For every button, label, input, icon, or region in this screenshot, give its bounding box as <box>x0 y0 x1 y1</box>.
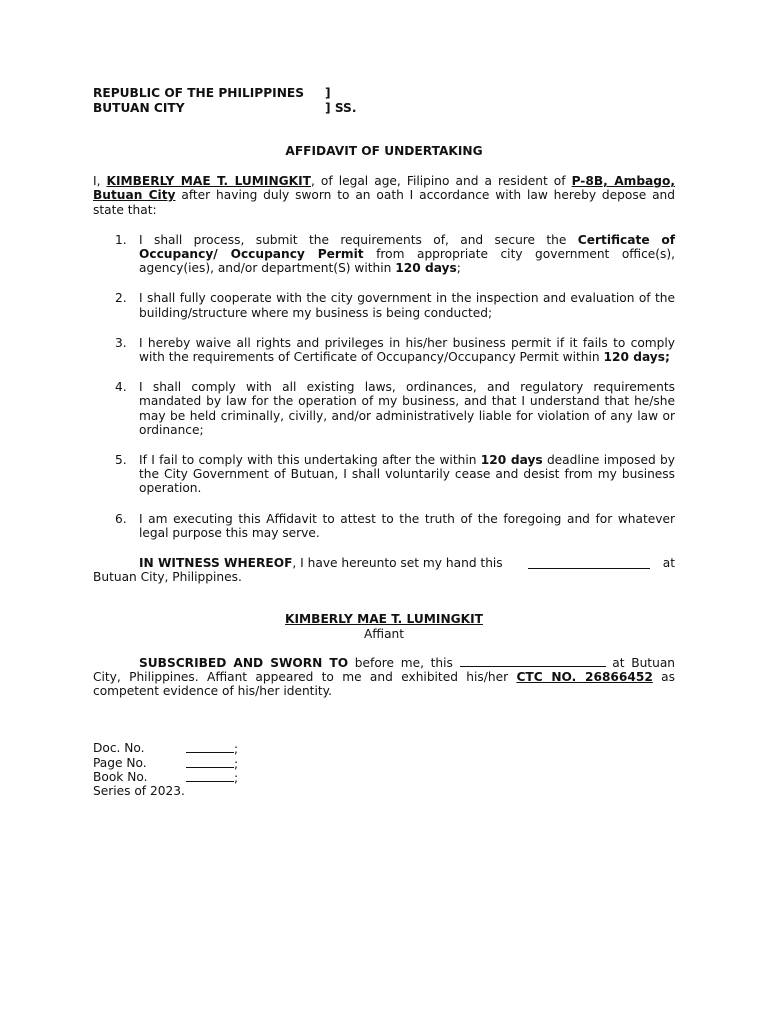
item-number: 4. <box>115 380 127 395</box>
venue-city: BUTUAN CITY <box>93 101 185 115</box>
affiant-name-signature: KIMBERLY MAE T. LUMINGKIT <box>285 612 483 627</box>
jurat-paragraph <box>93 655 675 699</box>
notarial-register-block <box>93 741 675 798</box>
list-item <box>93 233 675 276</box>
item-text: I shall comply with all existing laws, ordinances, and regulatory requirements mandated by law for the operation of my business, and that I understand that he/she may be held criminally, civilly, and/or administratively liable for violation of any law or ordinance; <box>139 380 675 437</box>
list-item <box>93 336 675 364</box>
book-no-blank-line[interactable] <box>186 770 234 782</box>
venue-bracket-ss: ] SS. <box>325 101 357 115</box>
page-no-semicolon: ; <box>234 756 239 771</box>
intro-suffix: after having duly sworn to an oath I accordance with law hereby depose and state that: <box>93 188 675 217</box>
intro-prefix: I, <box>93 174 107 189</box>
item-text: I shall process, submit the requirements of, and secure the <box>139 232 578 247</box>
item-bold-text: 120 days <box>395 261 457 276</box>
date-blank-line[interactable] <box>528 557 650 569</box>
item-number: 3. <box>115 335 127 350</box>
item-number: 5. <box>115 453 127 468</box>
witness-at: at <box>662 556 675 571</box>
doc-no-row <box>93 741 675 755</box>
page-no-row <box>93 756 675 770</box>
undertaking-list <box>93 233 675 540</box>
item-bold-text: Certificate of Occupancy/ Occupancy Permit <box>139 232 675 262</box>
list-item <box>93 453 675 496</box>
item-bold-text: 120 days <box>480 453 543 468</box>
page-no-blank-line[interactable] <box>186 756 234 768</box>
jurat-heading: SUBSCRIBED AND SWORN TO <box>139 655 349 670</box>
doc-no-semicolon: ; <box>234 742 239 757</box>
list-item <box>93 291 675 319</box>
item-text: I am executing this Affidavit to attest to the truth of the foregoing and for whatever legal purpose this may serve. <box>139 511 675 540</box>
affiant-label: Affiant <box>363 626 405 641</box>
ctc-number: CTC NO. 26866452 <box>516 670 653 685</box>
doc-no-entry <box>186 741 238 756</box>
series-year: Series of 2023. <box>93 784 185 799</box>
jurat-text: before me, this <box>348 655 453 670</box>
witness-text: , I have hereunto set my hand this <box>292 556 503 571</box>
affiant-name-intro: KIMBERLY MAE T. LUMINGKIT <box>106 174 311 189</box>
witness-paragraph <box>93 556 675 570</box>
witness-line-1 <box>139 556 675 570</box>
list-item <box>93 380 675 437</box>
affidavit-document <box>93 86 675 798</box>
venue-republic: REPUBLIC OF THE PHILIPPINES <box>93 86 304 100</box>
item-number: 2. <box>115 291 127 306</box>
intro-paragraph <box>93 174 675 217</box>
item-bold-text: 120 days; <box>603 350 670 365</box>
witness-heading: IN WITNESS WHEREOF <box>139 556 293 571</box>
book-no-label: Book No. <box>93 769 148 784</box>
venue-block <box>93 86 675 116</box>
affiant-signature-block <box>93 612 675 640</box>
item-text: from appropriate city government office(s), agency(ies), and/or department(S) within <box>139 247 675 276</box>
jurat-date-blank-line[interactable] <box>460 655 606 667</box>
page-no-entry <box>186 756 238 771</box>
item-text: I hereby waive all rights and privileges in his/her business permit if it fails to comply with the requirements of Certificate of Occupancy/Occupancy Permit within <box>139 335 675 365</box>
item-text: I shall fully cooperate with the city government in the inspection and evaluation of the building/structure where my business is being conducted; <box>139 291 675 320</box>
item-number: 6. <box>115 511 127 526</box>
doc-no-blank-line[interactable] <box>186 741 234 753</box>
book-no-row <box>93 770 675 784</box>
page-no-label: Page No. <box>93 755 147 770</box>
item-text: If I fail to comply with this undertaking after the within <box>139 453 481 468</box>
affiant-address: P-8B, Ambago, Butuan City <box>93 174 676 203</box>
witness-line-2: Butuan City, Philippines. <box>93 570 242 585</box>
jurat-text: as competent evidence of his/her identity. <box>93 670 675 699</box>
item-number: 1. <box>115 232 127 247</box>
intro-mid: , of legal age, Filipino and a resident of <box>310 174 572 189</box>
item-text: ; <box>456 261 461 276</box>
jurat-text: at Butuan City, Philippines. Affiant appeared to me and exhibited his/her <box>93 655 676 685</box>
item-text: deadline imposed by the City Government of Butuan, I shall voluntarily cease and desist from my business operation. <box>139 453 675 496</box>
doc-no-label: Doc. No. <box>93 741 145 756</box>
book-no-semicolon: ; <box>234 770 239 785</box>
list-item <box>93 512 675 540</box>
venue-bracket-1: ] <box>325 86 331 100</box>
document-title: AFFIDAVIT OF UNDERTAKING <box>285 144 483 158</box>
book-no-entry <box>186 770 238 785</box>
